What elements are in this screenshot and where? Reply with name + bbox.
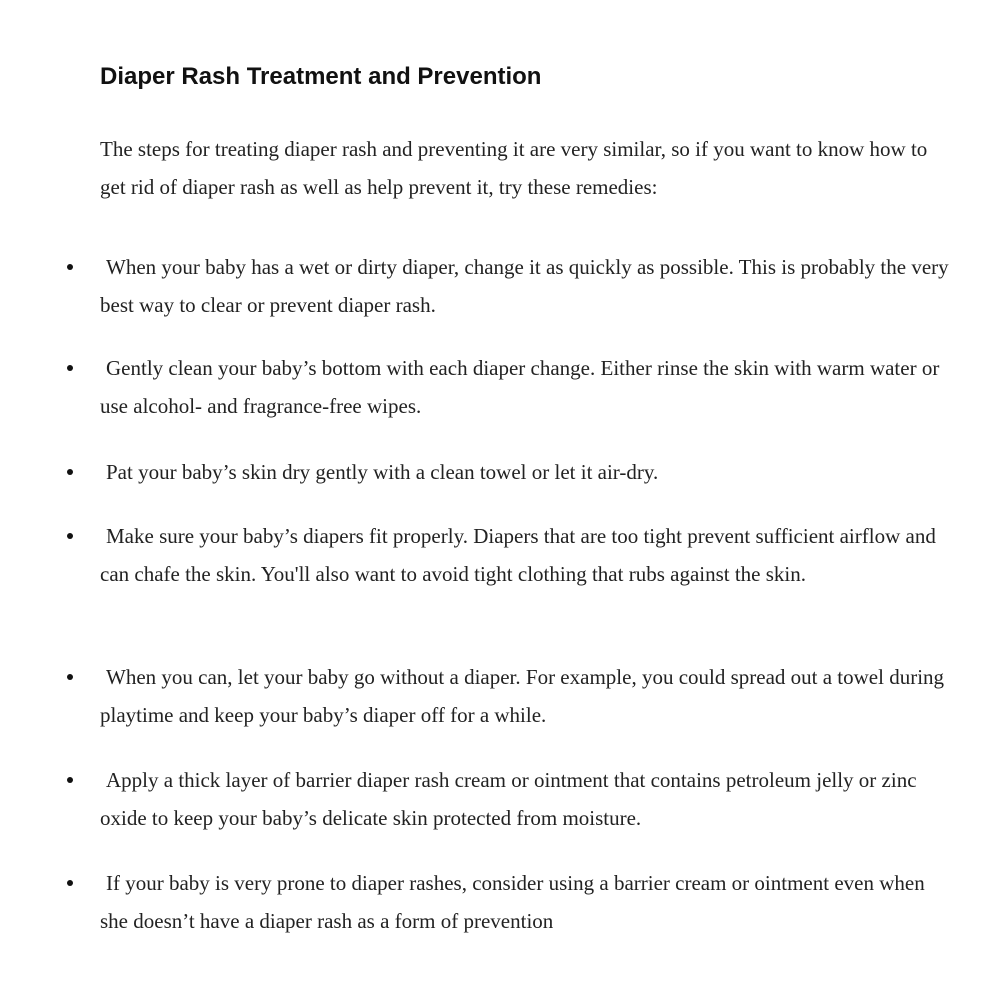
bullet-icon	[67, 365, 73, 371]
list-item-text: Make sure your baby’s diapers fit properly. Diapers that are too tight prevent sufficient airflow and can chafe the skin. You'll also want to avoid tight clothing that rubs against the skin.	[100, 524, 936, 586]
bullet-icon	[67, 264, 73, 270]
page-title: Diaper Rash Treatment and Prevention	[100, 63, 542, 90]
list-item-text: Gently clean your baby’s bottom with each diaper change. Either rinse the skin with warm water or use alcohol- and fragrance-free wipes.	[100, 356, 940, 418]
list-item-text: When your baby has a wet or dirty diaper, change it as quickly as possible. This is probably the very best way to clear or prevent diaper rash.	[100, 255, 949, 317]
bullet-icon	[67, 674, 73, 680]
list-item-text: When you can, let your baby go without a diaper. For example, you could spread out a towel during playtime and keep your baby’s diaper off for a while.	[100, 665, 945, 727]
list-item	[100, 349, 950, 425]
list-item	[100, 248, 950, 324]
list-item	[100, 658, 950, 734]
list-item	[100, 864, 950, 940]
bullet-icon	[67, 469, 73, 475]
list-item-text: If your baby is very prone to diaper rashes, consider using a barrier cream or ointment even when she doesn’t have a diaper rash as a form of prevention	[100, 871, 925, 933]
list-item	[100, 761, 950, 837]
list-item	[100, 453, 950, 491]
bullet-icon	[67, 533, 73, 539]
list-item-text: Apply a thick layer of barrier diaper rash cream or ointment that contains petroleum jelly or zinc oxide to keep your baby’s delicate skin protected from moisture.	[100, 768, 917, 830]
intro-paragraph: The steps for treating diaper rash and preventing it are very similar, so if you want to know how to get rid of diaper rash as well as help prevent it, try these remedies:	[100, 137, 928, 199]
bullet-icon	[67, 777, 73, 783]
list-item-text: Pat your baby’s skin dry gently with a clean towel or let it air-dry.	[106, 460, 659, 484]
list-item	[100, 517, 950, 593]
bullet-icon	[67, 880, 73, 886]
